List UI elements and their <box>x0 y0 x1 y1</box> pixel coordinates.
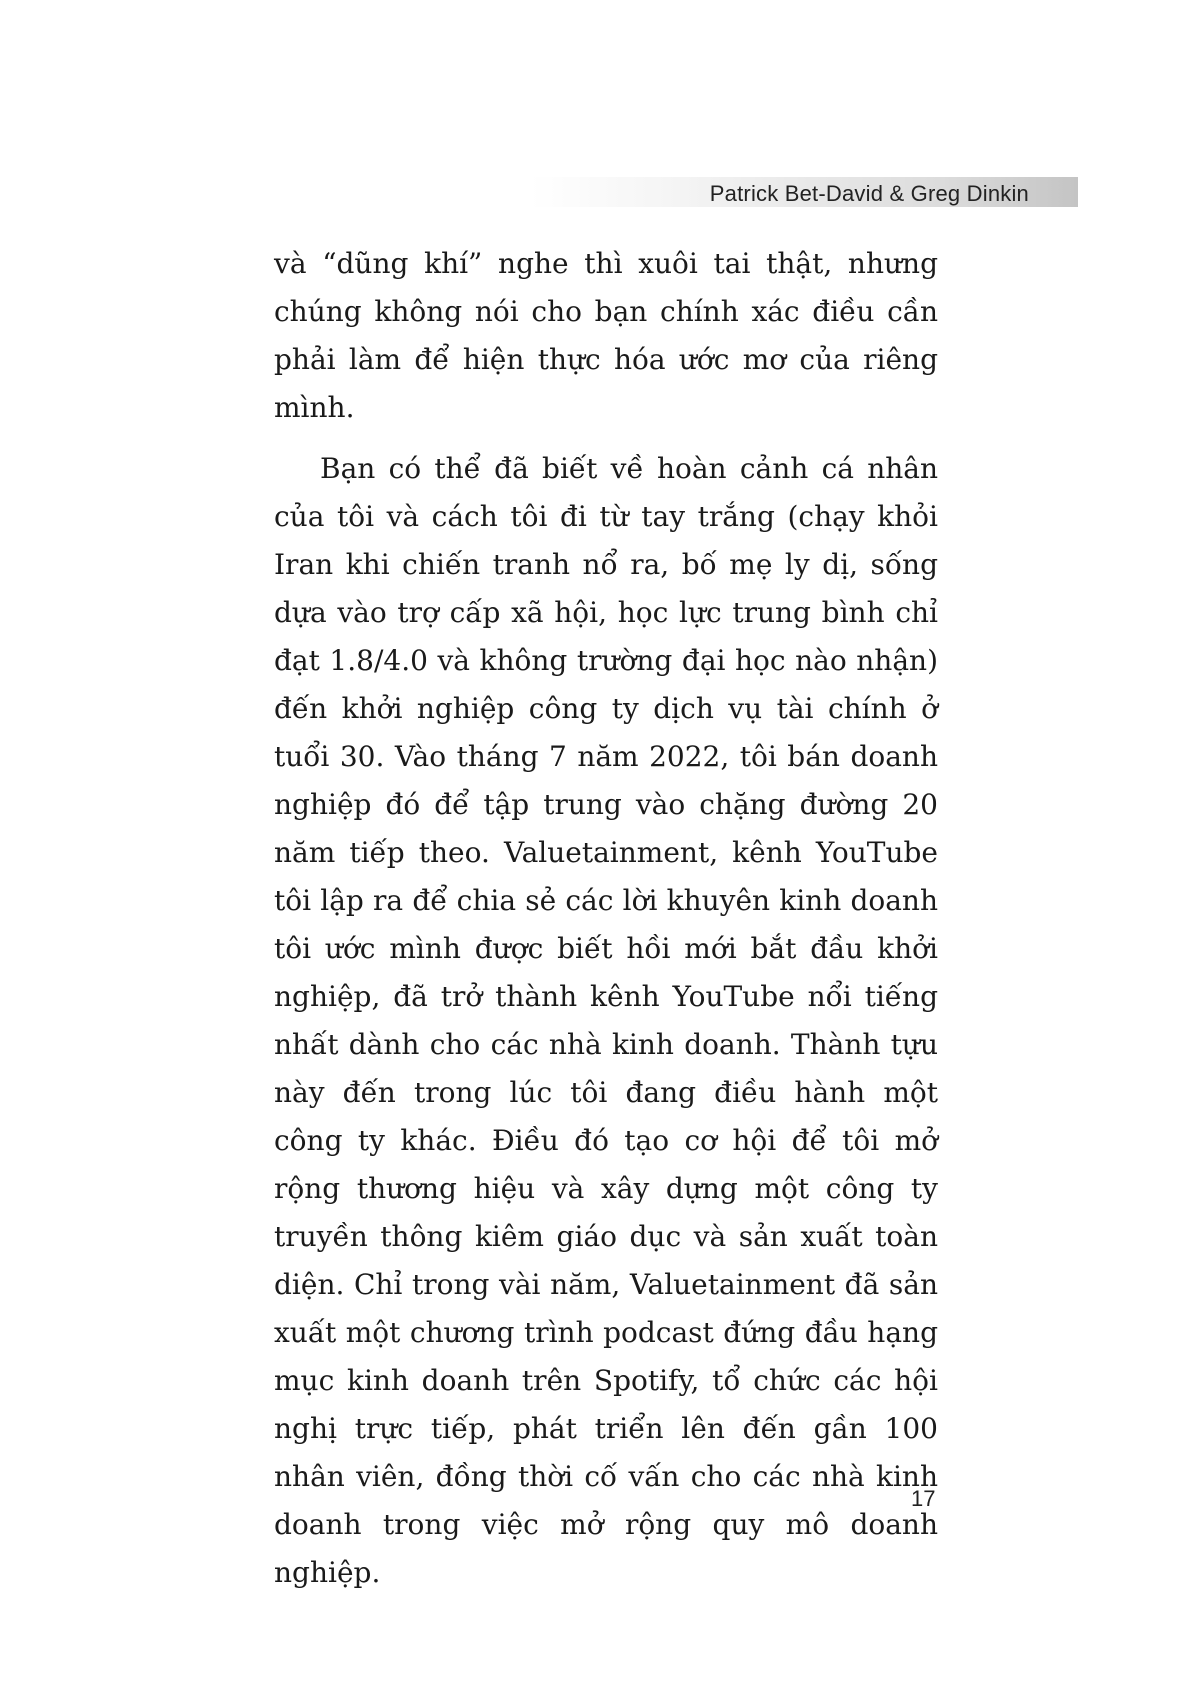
page-number: 17 <box>911 1486 936 1511</box>
running-header-title: Patrick Bet-David & Greg Dinkin <box>709 181 1029 206</box>
page-body <box>274 240 938 1597</box>
paragraph-continued: và “dũng khí” nghe thì xuôi tai thật, nhưng chúng không nói cho bạn chính xác điều cần phải làm để hiện thực hóa ước mơ của riêng mình. <box>274 247 938 424</box>
paragraph: Bạn có thể đã biết về hoàn cảnh cá nhân của tôi và cách tôi đi từ tay trắng (chạy khỏi Iran khi chiến tranh nổ ra, bố mẹ ly dị, sống dựa vào trợ cấp xã hội, học lực trung bình chỉ đạt 1.8/4.0 và không trường đại học nào nhận) đến khởi nghiệp công ty dịch vụ tài chính ở tuổi 30. Vào tháng 7 năm 2022, tôi bán doanh nghiệp đó để tập trung vào chặng đường 20 năm tiếp theo. Valuetainment, kênh YouTube tôi lập ra để chia sẻ các lời khuyên kinh doanh tôi ước mình được biết hồi mới bắt đầu khởi nghiệp, đã trở thành kênh YouTube nổi tiếng nhất dành cho các nhà kinh doanh. Thành tựu này đến trong lúc tôi đang điều hành một công ty khác. Điều đó tạo cơ hội để tôi mở rộng thương hiệu và xây dựng một công ty truyền thông kiêm giáo dục và sản xuất toàn diện. Chỉ trong vài năm, Valuetainment đã sản xuất một chương trình podcast đứng đầu hạng mục kinh doanh trên Spotify, tổ chức các hội nghị trực tiếp, phát triển lên đến gần 100 nhân viên, đồng thời cố vấn cho các nhà kinh doanh trong việc mở rộng quy mô doanh nghiệp. <box>274 452 938 1589</box>
